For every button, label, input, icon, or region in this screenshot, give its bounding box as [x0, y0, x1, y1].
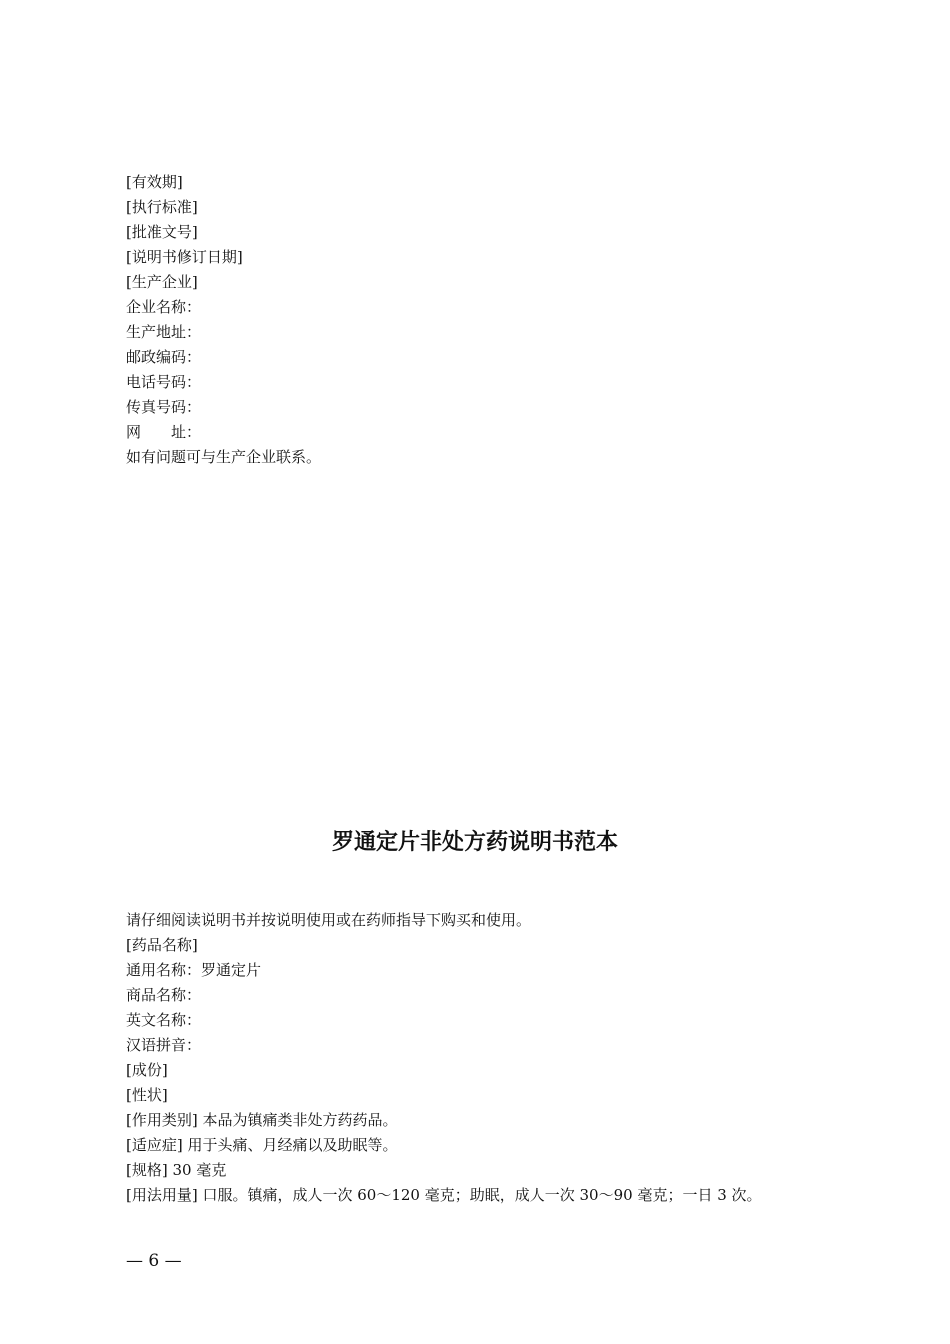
text-line-manufacturer: [生产企业]: [126, 273, 198, 291]
text-line-revision-date: [说明书修订日期]: [126, 248, 243, 266]
text-line-dosage: [用法用量] 口服。镇痛，成人一次 60～120 毫克；助眠，成人一次 30～90 毫克；一日 3 次。: [126, 1186, 762, 1204]
text-line-pinyin: 汉语拼音：: [126, 1036, 202, 1054]
text-line-indications: [适应症] 用于头痛、月经痛以及助眠等。: [126, 1136, 398, 1154]
top-text-block: [126, 170, 846, 470]
text-line-postcode: 邮政编码：: [126, 348, 202, 366]
text-line-fax: 传真号码：: [126, 398, 202, 416]
text-line-company-name: 企业名称：: [126, 298, 202, 316]
bottom-text-block: [126, 908, 846, 1208]
text-line-contact-note: 如有问题可与生产企业联系。: [126, 448, 322, 466]
text-line-ingredients: [成份]: [126, 1061, 168, 1079]
text-line-drug-name-heading: [药品名称]: [126, 936, 198, 954]
page-number: — 6 —: [126, 1251, 182, 1271]
text-line-expiry: [有效期]: [126, 173, 183, 191]
text-line-approval-number: [批准文号]: [126, 223, 198, 241]
document-title: 罗通定片非处方药说明书范本: [331, 830, 618, 855]
text-line-properties: [性状]: [126, 1086, 168, 1104]
text-line-category: [作用类别] 本品为镇痛类非处方药药品。: [126, 1111, 398, 1129]
text-line-generic-name: 通用名称：罗通定片: [126, 961, 262, 979]
text-line-english-name: 英文名称：: [126, 1011, 202, 1029]
text-line-reading-note: 请仔细阅读说明书并按说明使用或在药师指导下购买和使用。: [126, 911, 532, 929]
text-line-standard: [执行标准]: [126, 198, 198, 216]
text-line-address: 生产地址：: [126, 323, 202, 341]
text-line-specification: [规格] 30 毫克: [126, 1161, 227, 1179]
text-line-trade-name: 商品名称：: [126, 986, 202, 1004]
text-line-website: 网 址：: [126, 423, 202, 441]
text-line-phone: 电话号码：: [126, 373, 202, 391]
